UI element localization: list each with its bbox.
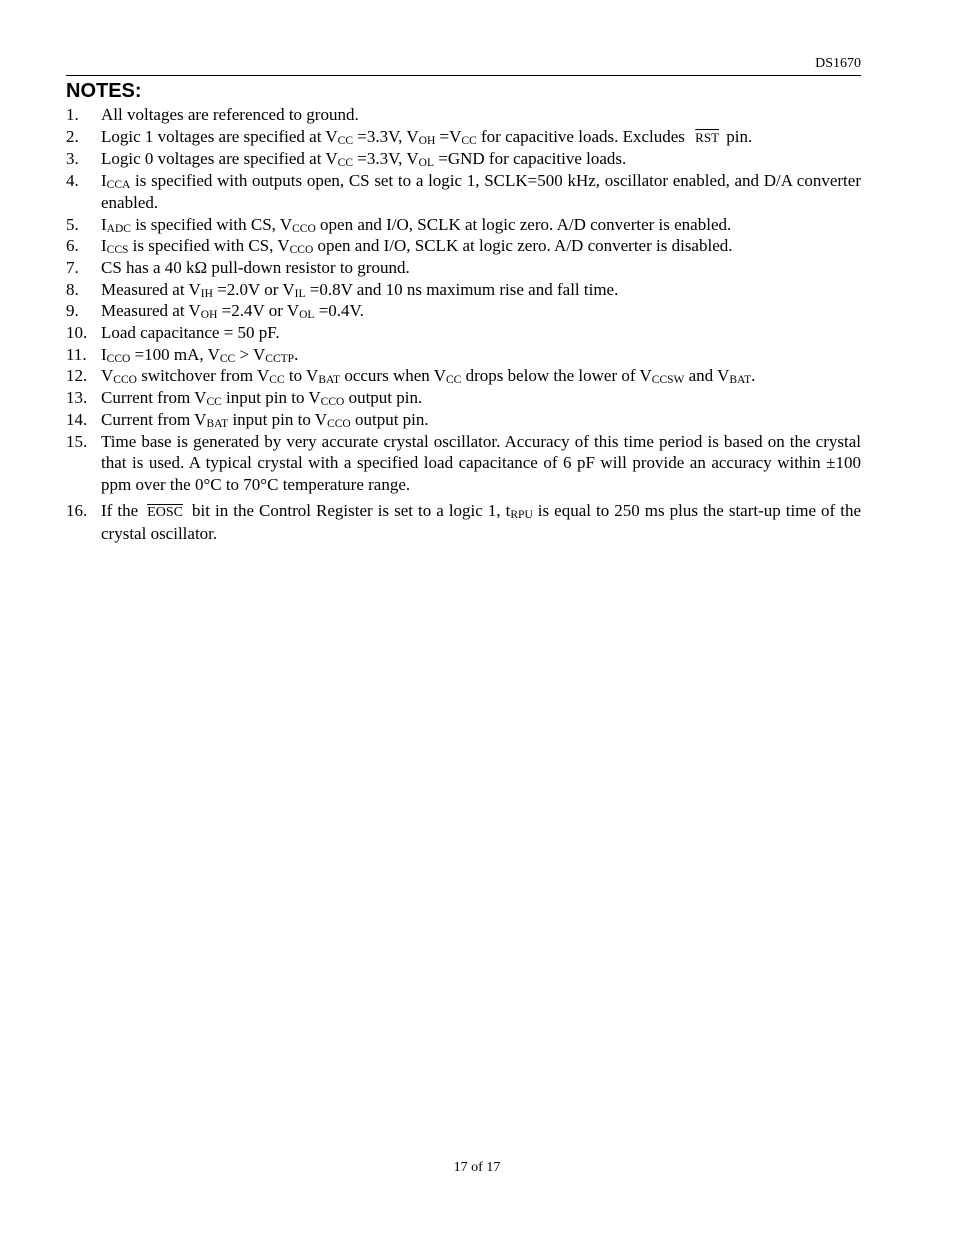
- note-5: [66, 214, 861, 236]
- note-number: 11.: [66, 344, 87, 364]
- note-number: 3.: [66, 149, 79, 169]
- note-text: Load capacitance = 50 pF.: [101, 323, 280, 343]
- note-number: 2.: [66, 126, 79, 146]
- note-text: Current from $V_{CC}$ input pin to $V_{CCO}$ output pin.: [101, 388, 423, 409]
- note-number: 7.: [66, 257, 79, 277]
- note-1: [66, 104, 861, 126]
- note-text: $I_{ADC}$ is specified with CS, $V_{CCO}$ open and I/O, SCLK at logic zero. A/D converter is enabled.: [101, 214, 732, 235]
- note-text: Time base is generated by very accurate crystal oscillator. Accuracy of this time period is based on the crystal that is used. A typical crystal with a specified load capacitance of 6 pF will provide an accuracy within ±100 ppm over the 0°C to 70°C temperature range.: [101, 431, 861, 494]
- eosc-bit-label: EOSC: [147, 504, 183, 520]
- rst-pin-label: $\overline{RST}$: [695, 129, 720, 145]
- note-text: Measured at $V_{IH} =2.0V$ or $V_{IL} =0.8V$ and 10 ns maximum rise and fall time.: [101, 279, 619, 300]
- note-text: Logic 0 voltages are specified at $V_{CC} =3.3V$, $V_{OL} =GND$ for capacitive loads.: [101, 149, 627, 170]
- note-number: 15.: [66, 431, 88, 451]
- note-text: $I_{CCO} =100$ mA, $V_{CC} > V_{CCTP}$.: [101, 344, 299, 365]
- note-number: 14.: [66, 409, 88, 429]
- note-15: [66, 431, 861, 496]
- note-text: If the EOSC bit in the Control Register is set to a logic 1, $t_{RPU}$ is equal to 250 ms plus the start-up time of the crystal oscillator.: [101, 500, 862, 544]
- note-4: [66, 170, 861, 213]
- note-number: 12.: [66, 366, 88, 386]
- document-id: DS1670: [815, 56, 861, 71]
- note-number: 10.: [66, 323, 88, 343]
- note-text: Current from $V_{BAT}$ input pin to $V_{CCO}$ output pin.: [101, 409, 429, 430]
- note-number: 8.: [66, 279, 79, 299]
- notes-list: [66, 104, 861, 545]
- note-number: 5.: [66, 214, 79, 234]
- note-text: CS has a 40 kΩ pull-down resistor to ground.: [101, 257, 410, 277]
- note-number: 13.: [66, 388, 88, 408]
- note-9: [66, 300, 861, 322]
- note-text: Measured at $V_{OH} =2.4V$ or $V_{OL} =0.4V$.: [101, 301, 364, 322]
- note-16: [66, 500, 861, 545]
- note-13: [66, 387, 861, 409]
- note-text: $I_{CCA}$ is specified with outputs open, CS set to a logic 1, SCLK=500 kHz, oscillator enabled, and D/A converter enabled.: [101, 171, 861, 212]
- note-12: [66, 365, 861, 387]
- note-2: [66, 126, 861, 149]
- note-number: 4.: [66, 171, 79, 191]
- note-7: [66, 257, 861, 279]
- note-number: 6.: [66, 236, 79, 256]
- note-3: [66, 148, 861, 170]
- page-number: 17 of 17: [453, 1160, 501, 1175]
- note-8: [66, 279, 861, 301]
- notes-heading: NOTES:: [66, 80, 142, 102]
- note-11: [66, 344, 861, 366]
- note-6: [66, 235, 861, 257]
- header-divider: [66, 75, 861, 76]
- note-14: [66, 409, 861, 431]
- note-text: $V_{CCO}$ switchover from $V_{CC}$ to $V_{BAT}$ occurs when $V_{CC}$ drops below the lower of $V_{CCSW}$ and $V_{BAT}$.: [101, 366, 756, 387]
- note-10: [66, 322, 861, 344]
- note-number: 9.: [66, 301, 79, 321]
- note-text: All voltages are referenced to ground.: [101, 105, 359, 124]
- note-text: Logic 1 voltages are specified at $V_{CC} =3.3V$, $V_{OH} =V_{CC}$ for capacitive loads. Excludes $\overline{RST}$ pin.: [101, 126, 753, 147]
- note-number: 1.: [66, 105, 79, 124]
- note-number: 16.: [66, 500, 88, 520]
- note-text: $I_{CCS}$ is specified with CS, $V_{CCO}$ open and I/O, SCLK at logic zero. A/D converter is disabled.: [101, 236, 733, 257]
